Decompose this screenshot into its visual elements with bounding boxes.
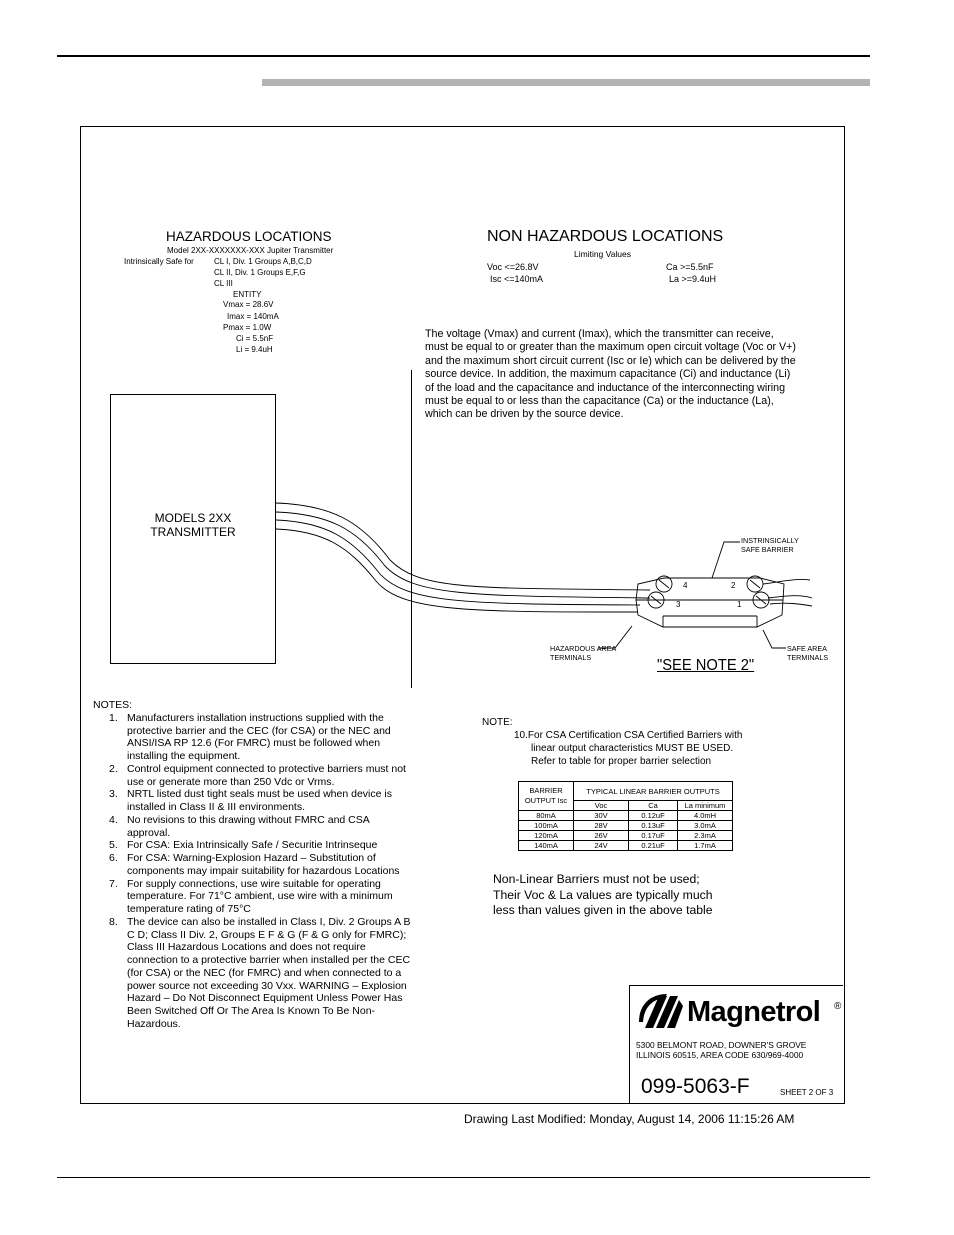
note-number: 3. <box>109 788 118 801</box>
note-item <box>93 916 423 1031</box>
note-line: installing the equipment. <box>127 750 241 762</box>
paragraph-line: and the maximum short circuit current (Isc or Ie) which can be delivered by the <box>425 354 796 367</box>
entity-label: ENTITY <box>233 290 262 299</box>
table-cell: 0.12uF <box>629 811 678 821</box>
table-cell: 2.3mA <box>678 831 733 841</box>
table-cell: 24V <box>574 841 629 851</box>
note-10-heading: NOTE: <box>482 717 513 728</box>
note-line: temperature rating of 75°C <box>127 903 251 915</box>
note-line: Control equipment connected to protective barriers must not <box>127 762 406 775</box>
note-item <box>93 788 423 814</box>
table-cell: 4.0mH <box>678 811 733 821</box>
note-line: For CSA: Exia Intrinsically Safe / Securitie Intrinseque <box>127 839 378 852</box>
table-subheader-voc: Voc <box>574 801 629 811</box>
note-item <box>93 878 423 916</box>
note-number: 4. <box>109 813 118 826</box>
note-line: approval. <box>127 826 171 839</box>
magnetrol-logo-icon <box>637 992 685 1030</box>
hazardous-terminals-line-2: TERMINALS <box>550 652 592 662</box>
drawing-number: 099-5063-F <box>641 1075 750 1098</box>
table-cell: 100mA <box>519 821 574 831</box>
note-line: connection to a protective barrier when installed per the CEC <box>127 954 411 966</box>
paragraph-line: must be equal to or greater than the maximum open circuit voltage (Voc or V+) <box>425 341 796 354</box>
note-line: use or generate more than 250 Vdc or Vrms. <box>127 775 335 788</box>
note-line: No revisions to this drawing without FMRC and CSA <box>127 813 370 826</box>
terminal-number-1: 1 <box>737 600 742 609</box>
hazardous-terminals-label <box>550 645 616 662</box>
note-10-line: Refer to table for proper barrier selection <box>531 756 712 767</box>
registered-mark: ® <box>834 1001 842 1012</box>
note-item <box>93 763 423 789</box>
limiting-values-label: Limiting Values <box>574 249 632 259</box>
nonhazardous-title: NON HAZARDOUS LOCATIONS <box>487 228 724 245</box>
barrier-output-table <box>518 781 733 851</box>
table-header-line: BARRIER <box>529 786 563 795</box>
param-vmax: Vmax = 28.6V <box>223 300 274 309</box>
footer-rule <box>57 1177 870 1178</box>
table-cell: 140mA <box>519 841 574 851</box>
transmitter-line-1: MODELS 2XX <box>154 511 232 525</box>
limit-la: La >=9.4uH <box>669 274 717 284</box>
safe-terminals-line-1: SAFE AREA <box>787 644 827 653</box>
hazardous-title: HAZARDOUS LOCATIONS <box>166 229 332 244</box>
safe-terminals-label <box>787 645 828 662</box>
notes-list <box>93 712 423 1031</box>
model-line: Model 2XX-XXXXXXX-XXX Jupiter Transmitter <box>167 246 334 255</box>
note-line: For supply connections, use wire suitable for operating <box>127 877 381 890</box>
table-cell: 0.21uF <box>629 841 678 851</box>
notes-heading: NOTES: <box>93 699 133 711</box>
barrier-callout-line-2: SAFE BARRIER <box>741 544 794 554</box>
table-header-barrier <box>519 782 574 811</box>
note-10-line: 10.For CSA Certification CSA Certified Barriers with <box>514 730 743 741</box>
note-line: Class III Hazardous Locations and does not require <box>127 941 366 954</box>
table-row <box>519 811 733 821</box>
note-number: 7. <box>109 877 118 890</box>
see-note-2-label: "SEE NOTE 2" <box>657 657 755 674</box>
table-row <box>519 821 733 831</box>
nonlinear-line: Their Voc & La values are typically much <box>493 887 713 902</box>
note-line: protective barrier and the CEC (for CSA) or the NEC and <box>127 724 391 737</box>
paragraph-line: source device. In addition, the maximum capacitance (Ci) and inductance (Li) <box>425 368 791 381</box>
class-3: CL III <box>214 279 233 288</box>
limit-isc: Isc <=140mA <box>490 274 544 284</box>
note-line: installed in Class II & III environments. <box>127 801 305 813</box>
paragraph-line: which can be driven by the source device. <box>425 408 624 421</box>
table-cell: 28V <box>574 821 629 831</box>
note-line: ANSI/ISA RP 12.6 (For FMRC) must be followed when <box>127 737 381 750</box>
company-name: Magnetrol <box>687 996 821 1028</box>
note-line: NRTL listed dust tight seals must be used when device is <box>127 788 392 801</box>
table-cell: 3.0mA <box>678 821 733 831</box>
note-line: temperature. For 71°C ambient, use wire with a minimum <box>127 890 393 903</box>
table-row <box>519 831 733 841</box>
note-number: 1. <box>109 711 118 724</box>
table-subheader-la: La minimum <box>678 801 733 811</box>
note-item <box>93 814 423 840</box>
paragraph-line: of the load and the capacitance and inductance of the interconnecting wiring <box>425 381 786 394</box>
transmitter-line-2: TRANSMITTER <box>150 525 236 539</box>
terminal-number-3: 3 <box>676 600 681 609</box>
note-line: Hazardous. <box>127 1017 181 1030</box>
table-cell: 120mA <box>519 831 574 841</box>
param-li: Li = 9.4uH <box>236 345 273 354</box>
note-line: Manufacturers installation instructions supplied with the <box>127 711 384 724</box>
terminal-number-4: 4 <box>683 581 688 590</box>
last-modified-footer: Drawing Last Modified: Monday, August 14, 2006 11:15:26 AM <box>464 1112 795 1126</box>
table-cell: 30V <box>574 811 629 821</box>
note-line: C D; Class II Div. 2, Groups E F & G (F & G only for FMRC); <box>127 928 407 941</box>
table-subheader-ca: Ca <box>629 801 678 811</box>
note-line: components may impair suitability for hazardous Locations <box>127 864 400 877</box>
company-address <box>636 1040 806 1061</box>
paragraph-line: The voltage (Vmax) and current (Imax), which the transmitter can receive, <box>425 328 774 340</box>
nonlinear-line: less than values given in the above table <box>493 903 713 917</box>
safe-terminals-line-2: TERMINALS <box>787 652 829 662</box>
note-number: 8. <box>109 915 118 928</box>
class-2: CL II, Div. 1 Groups E,F,G <box>214 268 306 277</box>
limit-ca: Ca >=5.5nF <box>666 262 714 272</box>
table-cell: 0.13uF <box>629 821 678 831</box>
note-item <box>93 852 423 878</box>
class-1: CL I, Div. 1 Groups A,B,C,D <box>214 257 312 266</box>
hazardous-terminals-line-1: HAZARDOUS AREA <box>550 644 617 653</box>
param-ci: Ci = 5.5nF <box>236 334 274 343</box>
note-line: power source not exceeding 30 Vxx. WARNING – Explosion <box>127 979 407 992</box>
nonlinear-warning <box>493 872 713 919</box>
table-row <box>519 841 733 851</box>
note-line: Hazard – Do Not Disconnect Equipment Unless Power Has <box>127 992 403 1005</box>
note-10-line: linear output characteristics MUST BE USED. <box>531 743 734 754</box>
table-cell: 26V <box>574 831 629 841</box>
param-pmax: Pmax = 1.0W <box>223 323 272 332</box>
note-number: 2. <box>109 762 118 775</box>
table-group-header: TYPICAL LINEAR BARRIER OUTPUTS <box>574 782 733 801</box>
terminal-number-2: 2 <box>731 581 736 590</box>
note-10-block <box>482 716 742 768</box>
nonlinear-line: Non-Linear Barriers must not be used; <box>493 872 700 886</box>
barrier-callout-line-1: INSTRINSICALLY <box>741 536 799 545</box>
note-line: (for CSA) or the NEC (for FMRC) and when connected to a <box>127 966 402 979</box>
table-header-line: OUTPUT Isc <box>524 796 568 805</box>
param-imax: Imax = 140mA <box>227 312 279 321</box>
limit-voc: Voc <=26.8V <box>487 262 539 272</box>
notes-block <box>93 699 423 1031</box>
table-body <box>519 811 733 851</box>
note-line: Been Switched Off Or The Area Is Known To Be Non- <box>127 1005 376 1017</box>
barrier-callout <box>741 537 799 554</box>
intrinsically-safe-label: Intrinsically Safe for <box>124 257 194 266</box>
note-line: The device can also be installed in Class I, Div. 2 Groups A B <box>127 915 411 928</box>
note-number: 5. <box>109 839 118 852</box>
table-cell: 80mA <box>519 811 574 821</box>
table-cell: 0.17uF <box>629 831 678 841</box>
note-line: For CSA: Warning-Explosion Hazard – Substitution of <box>127 852 376 864</box>
note-item <box>93 839 423 852</box>
note-item <box>93 712 423 763</box>
address-line: 5300 BELMONT ROAD, DOWNER'S GROVE <box>636 1040 807 1050</box>
address-line: ILLINOIS 60515, AREA CODE 630/969-4000 <box>636 1050 804 1061</box>
sheet-number: SHEET 2 OF 3 <box>780 1088 834 1097</box>
note-number: 6. <box>109 852 118 864</box>
paragraph-line: must be equal to or less than the capacitance (Ca) or the inductance (La), <box>425 395 774 408</box>
table-cell: 1.7mA <box>678 841 733 851</box>
